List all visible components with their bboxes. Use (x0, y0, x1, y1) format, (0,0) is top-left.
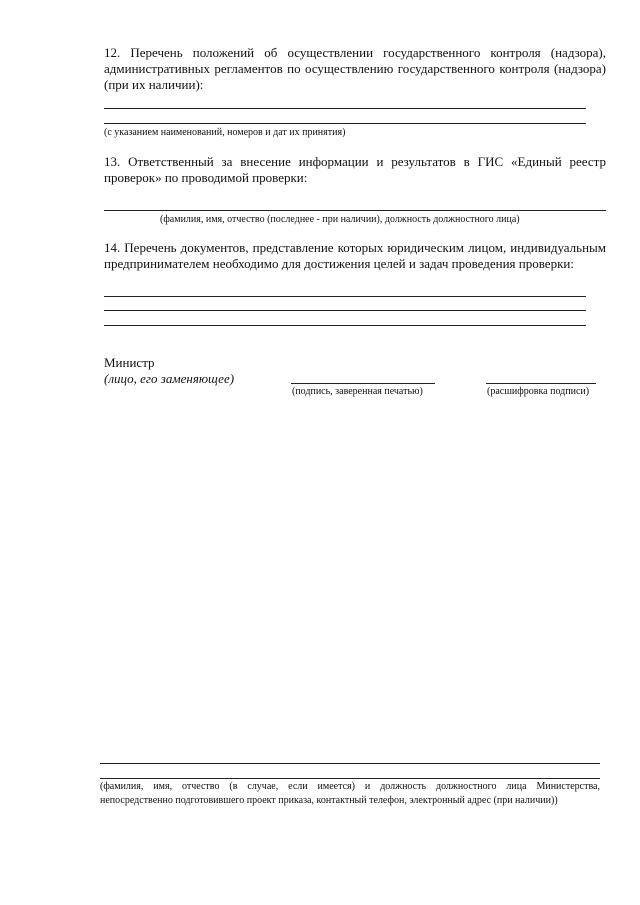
signature-line (291, 383, 435, 384)
footer-fill-line-1 (100, 763, 600, 764)
footer-fill-line-2 (100, 778, 600, 779)
footer-caption-line-2: непосредственно подготовившего проект приказа, контактный телефон, электронный адрес (при наличии)) (100, 795, 558, 806)
section-12-fill-line-2 (104, 123, 586, 124)
footer-caption-line-1: (фамилия, имя, отчество (в случае, если имеется) и должность должностного лица Министерства, (100, 781, 600, 792)
section-12-text: 12. Перечень положений об осуществлении государственного контроля (надзора), административных регламентов по осуществлению государственного контроля (надзора) (при их наличии): (104, 45, 606, 92)
section-12-caption: (с указанием наименований, номеров и дат их принятия) (104, 127, 346, 138)
signature-decode-line (486, 383, 596, 384)
section-14-fill-line-3 (104, 325, 586, 326)
section-13-caption: (фамилия, имя, отчество (последнее - при наличии), должность должностного лица) (160, 214, 520, 225)
signature-caption: (подпись, заверенная печатью) (292, 386, 423, 397)
signature-subtitle: (лицо, его заменяющее) (104, 371, 235, 386)
section-13-text: 13. Ответственный за внесение информации и результатов в ГИС «Единый реестр проверок» по проводимой проверки: (104, 154, 606, 185)
section-14-fill-line-2 (104, 310, 586, 311)
section-12-fill-line-1 (104, 108, 586, 109)
signature-decode-caption: (расшифровка подписи) (487, 386, 590, 397)
section-13-fill-line (104, 210, 606, 211)
section-14-text: 14. Перечень документов, представление которых юридическим лицом, индивидуальным предпринимателем необходимо для достижения целей и задач проведения проверки: (104, 240, 606, 271)
signature-title: Министр (104, 355, 155, 370)
section-14-fill-line-1 (104, 296, 586, 297)
